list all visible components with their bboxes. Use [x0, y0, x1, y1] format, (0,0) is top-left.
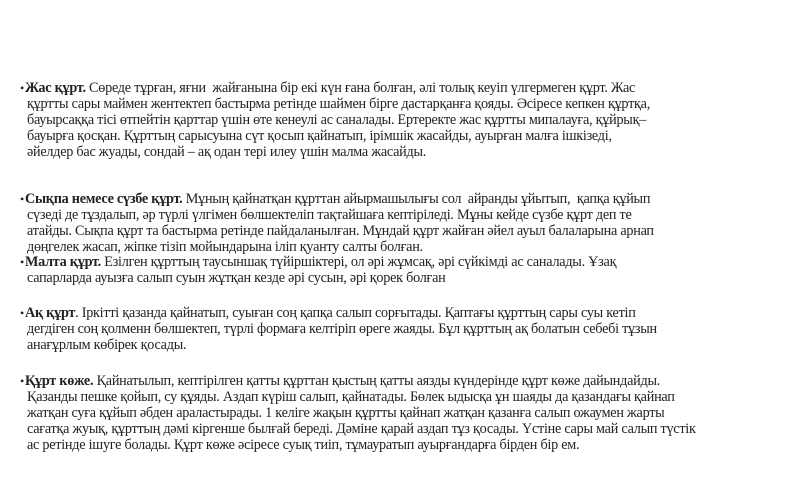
bullet-icon: • — [20, 374, 24, 388]
line-text: әйелдер бас жуады, сондай – ақ одан тері илеу үшін малма жасайды. — [27, 144, 427, 160]
text-line — [20, 80, 790, 96]
line-text: анағұрлым көбірек қосады. — [27, 337, 187, 353]
text-line — [20, 144, 790, 160]
line-text: Сөреде тұрған, яғни жайғанына бір екі күн ғана болған, әлі толық кеуіп үлгермеген құрт. Жас — [85, 80, 636, 96]
bullet-icon: • — [20, 81, 24, 95]
text-line — [20, 128, 790, 144]
text-line — [20, 305, 790, 321]
bullet-paragraph — [20, 254, 790, 286]
line-text: сүзеді де тұздалып, әр түрлі үлгімен бөлшектеліп тақтайшаға кептіріледі. Мұны кейде сүзбе құрт деп те — [27, 207, 632, 223]
text-line — [20, 96, 790, 112]
line-text: Езілген құрттың таусыншақ түйіршіктері, ол әрі жұмсақ, әрі сүйкімді ас саналады. Ұзақ — [100, 254, 617, 270]
text-line — [20, 373, 790, 389]
term-heading: Құрт көже. — [24, 373, 94, 389]
line-text: дөңгелек жасап, жіпке тізіп мойындарына іліп қуанту салты болған. — [27, 239, 423, 255]
line-text: жатқан суға құйып әбден араластырады. 1 келіге жақын құртты қайнап жатқан қазанға салып ожаумен жарты — [27, 405, 665, 421]
line-text: құртты сары маймен жентектеп бастырма ретінде шаймен бірге дастарқанға қояды. Әсіресе кепкен құртқа, — [27, 96, 651, 112]
term-heading: Жас құрт. — [24, 80, 86, 96]
term-heading: Малта құрт. — [24, 254, 101, 270]
line-text: бауырға қосқан. Құрттың сарысуына сүт қосып қайнатып, ірімшік жасайды, ауырған малға ішкізеді, — [27, 128, 612, 144]
text-line — [20, 207, 790, 223]
bullet-paragraph — [20, 80, 790, 160]
text-line — [20, 421, 790, 437]
line-text: атайды. Сықпа құрт та бастырма ретінде пайдаланылған. Мұндай құрт жайған әйел ауыл балаларына арнап — [27, 223, 654, 239]
text-line — [20, 405, 790, 421]
text-line — [20, 437, 790, 453]
line-text: Мұның қайнатқан құрттан айырмашылығы сол айранды ұйытып, қапқа құйып — [182, 191, 651, 207]
text-line — [20, 270, 790, 286]
line-text: сағатқа жуық, құрттың дәмі кіргенше былғай береді. Дәміне қарай аздап тұз қосады. Үстіне сары май салып түстік — [27, 421, 696, 437]
term-heading: Сықпа немесе сүзбе құрт. — [24, 191, 183, 207]
text-line — [20, 337, 790, 353]
bullet-paragraph — [20, 191, 790, 255]
line-text: Қазанды пешке қойып, су құяды. Аздап күріш салып, қайнатады. Бөлек ыдысқа ұн шаяды да қазандағы қайнап — [27, 389, 675, 405]
text-line — [20, 223, 790, 239]
text-line — [20, 239, 790, 255]
bullet-paragraph — [20, 305, 790, 353]
term-heading: Ақ құрт — [24, 305, 76, 321]
bullet-icon: • — [20, 306, 24, 320]
text-line — [20, 254, 790, 270]
text-line — [20, 112, 790, 128]
line-text: сапарларда ауызға салып суын жұтқан кезде әрі сусын, әрі қорек болған — [27, 270, 446, 286]
line-text: дегдіген соң қолменн бөлшектеп, түрлі формаға келтіріп өреге жаяды. Бұл құрттың ақ болатын себебі тұзын — [27, 321, 657, 337]
line-text: . Іркітті қазанда қайнатып, суыған соң қапқа салып сорғытады. Қаптағы құрттың сары суы кетіп — [75, 305, 636, 321]
line-text: ас ретінде ішуге болады. Құрт көже әсіресе суық тиіп, тұмауратып ауырғандарға бірден бір ем. — [27, 437, 580, 453]
text-line — [20, 321, 790, 337]
text-line — [20, 191, 790, 207]
line-text: Қайнатылып, кептірілген қатты құрттан қыстың қатты аязды күндерінде құрт көже дайындайды. — [93, 373, 661, 389]
line-text: бауырсаққа тісі өтпейтін қарттар үшін өте кенеулі ас саналады. Ертеректе жас құртты мипалауға, құйрық– — [27, 112, 647, 128]
bullet-icon: • — [20, 255, 24, 269]
bullet-paragraph — [20, 373, 790, 453]
bullet-icon: • — [20, 192, 24, 206]
text-line — [20, 389, 790, 405]
